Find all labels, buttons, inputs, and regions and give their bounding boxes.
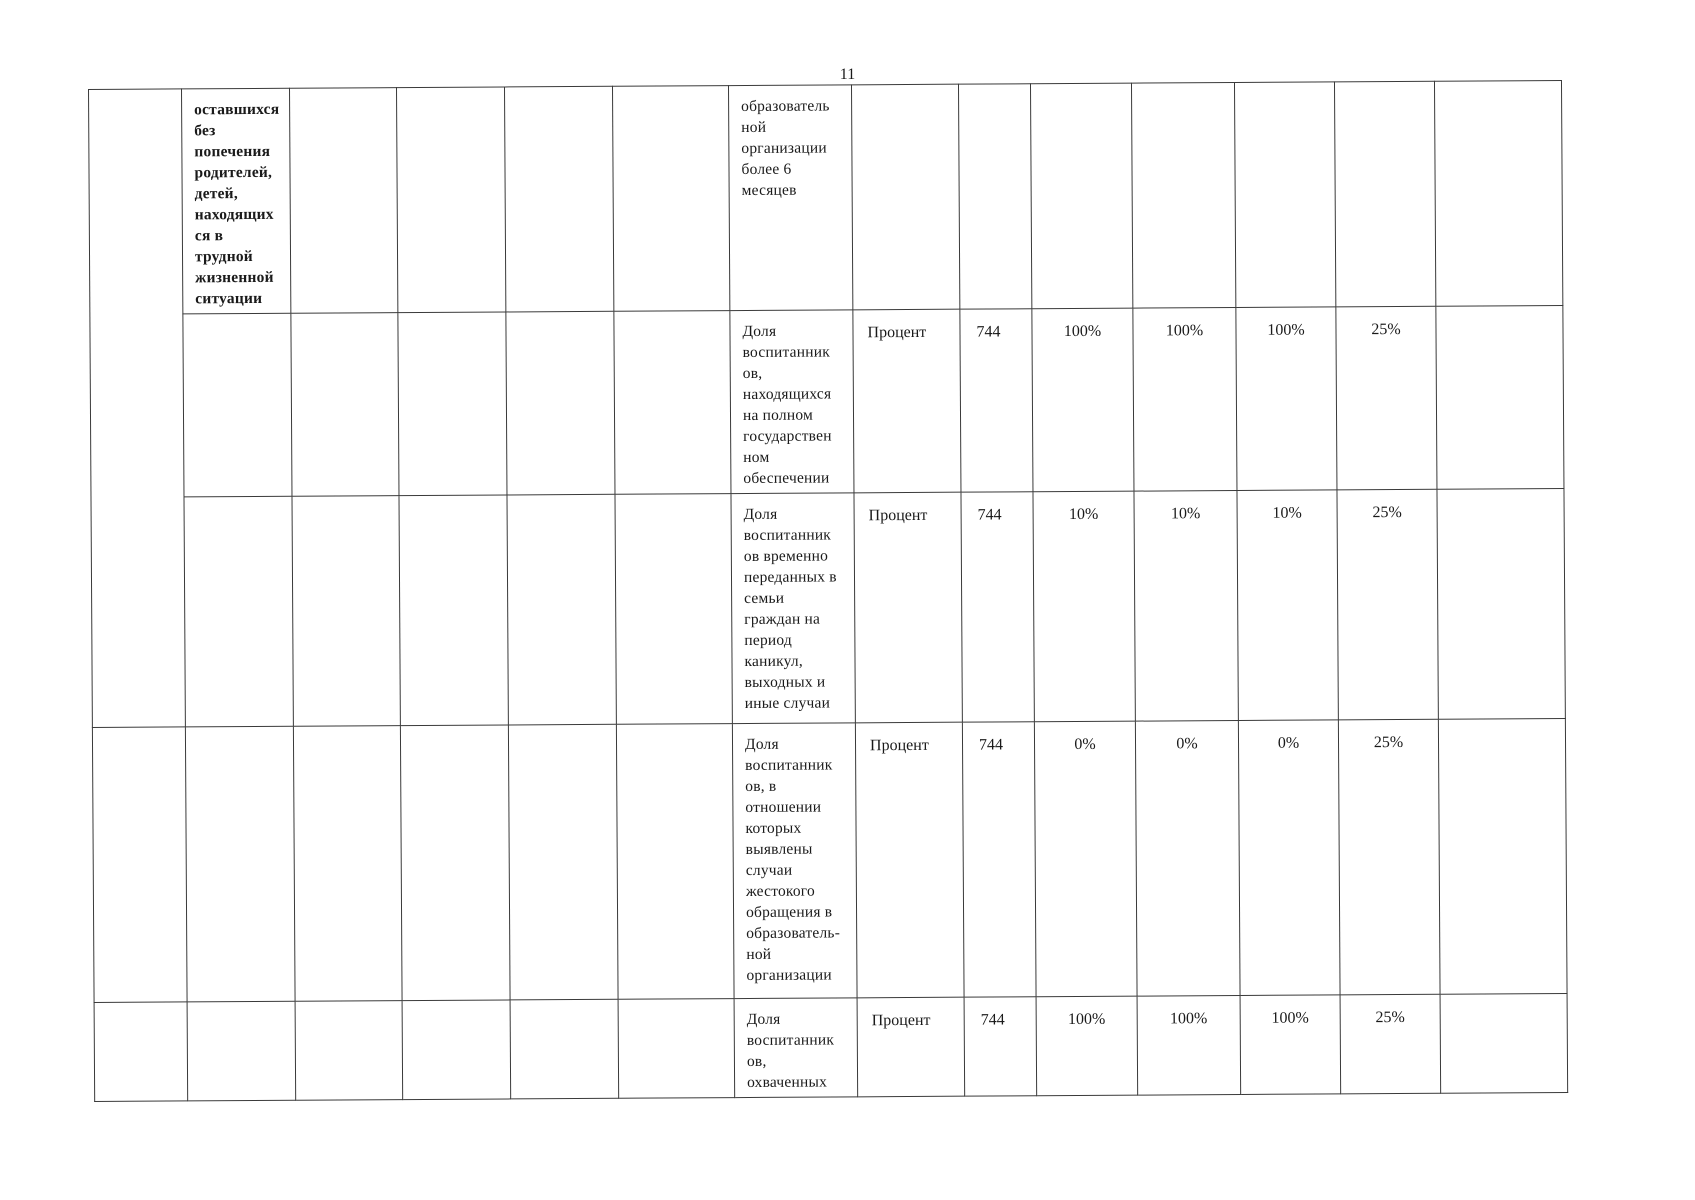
indicator-cell — [730, 310, 854, 494]
unit-text: Процент — [869, 736, 929, 755]
empty-cell — [615, 494, 732, 725]
value-cell: 25% — [1336, 306, 1437, 490]
value-cell: 10% — [1134, 490, 1238, 721]
empty-cell — [295, 1001, 403, 1101]
category-cell — [182, 88, 291, 314]
value-cell: 0% — [1135, 720, 1240, 996]
code-text: 744 — [977, 506, 1002, 524]
table-row — [94, 993, 1568, 1101]
indicator-text: Доля воспитанник ов, охваченных — [746, 1010, 835, 1091]
unit-cell — [853, 309, 961, 493]
category-text: оставшихся без попечения родителей, детей, находящих ся в трудной жизненной ситуации — [194, 100, 280, 308]
empty-cell — [616, 724, 734, 1000]
value-cell: 10% — [1033, 491, 1135, 722]
value-cell: 100% — [1036, 996, 1138, 1096]
code-cell — [960, 309, 1033, 492]
value-cell: 0% — [1034, 721, 1137, 997]
empty-cell — [396, 87, 505, 313]
empty-cell — [94, 1002, 188, 1102]
value-cell: 100% — [1137, 995, 1241, 1095]
empty-cell — [507, 494, 616, 725]
empty-cell — [402, 1000, 511, 1100]
value-cell: 25% — [1340, 994, 1441, 1094]
indicator-cell — [731, 493, 855, 724]
empty-cell — [293, 726, 402, 1002]
unit-text: Процент — [871, 1011, 931, 1030]
code-text: 744 — [976, 323, 1001, 341]
empty-cell — [398, 312, 507, 496]
empty-cell — [504, 86, 613, 312]
value-cell — [1131, 82, 1235, 308]
empty-cell — [183, 313, 292, 497]
empty-cell — [506, 311, 615, 495]
empty-cell — [1440, 993, 1568, 1093]
empty-cell — [1434, 80, 1562, 306]
value-cell — [1334, 81, 1435, 307]
table-row — [90, 305, 1564, 497]
value-cell: 100% — [1032, 308, 1134, 492]
indicator-text: Доля воспитанник ов, находящихся на полном государствен ном обеспечении — [742, 322, 832, 488]
unit-cell — [857, 997, 965, 1097]
empty-cell — [187, 1001, 296, 1101]
indicator-cell — [728, 85, 852, 311]
unit-cell — [855, 722, 964, 998]
empty-cell — [289, 88, 397, 314]
value-cell: 100% — [1240, 995, 1341, 1095]
indicator-cell — [732, 723, 857, 999]
unit-text: Процент — [868, 506, 928, 525]
value-cell: 10% — [1237, 490, 1338, 721]
empty-cell — [618, 999, 735, 1099]
value-cell: 25% — [1338, 719, 1440, 995]
unit-cell — [854, 492, 962, 723]
value-cell: 100% — [1236, 307, 1337, 491]
empty-cell — [292, 496, 400, 727]
code-cell — [958, 84, 1031, 309]
page-number: 11 — [839, 66, 856, 83]
empty-cell — [614, 311, 731, 495]
value-cell — [1030, 83, 1132, 309]
empty-cell — [185, 726, 295, 1002]
value-cell — [1234, 82, 1335, 308]
empty-cell — [92, 727, 187, 1003]
empty-cell — [400, 725, 510, 1001]
table-row — [89, 80, 1563, 314]
table-row — [91, 488, 1565, 727]
value-cell: 100% — [1133, 307, 1237, 491]
empty-cell — [1437, 488, 1565, 719]
empty-cell — [510, 999, 619, 1099]
empty-cell — [291, 313, 399, 497]
indicator-cell — [734, 998, 858, 1098]
indicators-table — [88, 80, 1568, 1102]
indicator-text: Доля воспитанник ов временно переданных в семьи граждан на период каникул, выходных и иные случаи — [743, 505, 837, 712]
unit-text: Процент — [867, 323, 927, 342]
value-cell: 25% — [1337, 489, 1438, 720]
value-cell: 0% — [1238, 720, 1340, 996]
table-row — [92, 718, 1567, 1002]
empty-cell — [1438, 718, 1567, 994]
code-cell — [964, 997, 1037, 1096]
empty-cell — [1436, 305, 1564, 489]
indicator-text: Доля воспитанник ов, в отношении которых выявлены случаи жестокого обращения в образователь- ной организации — [744, 735, 841, 984]
code-cell — [962, 722, 1036, 997]
empty-cell — [508, 724, 618, 1000]
empty-cell — [612, 86, 729, 312]
empty-cell — [184, 496, 293, 727]
code-text: 744 — [978, 736, 1004, 754]
unit-cell — [851, 84, 959, 310]
code-text: 744 — [980, 1011, 1005, 1029]
empty-cell — [89, 89, 186, 728]
empty-cell — [399, 495, 508, 726]
code-cell — [961, 492, 1034, 722]
indicator-text: образователь ной организации более 6 месяцев — [741, 97, 830, 200]
